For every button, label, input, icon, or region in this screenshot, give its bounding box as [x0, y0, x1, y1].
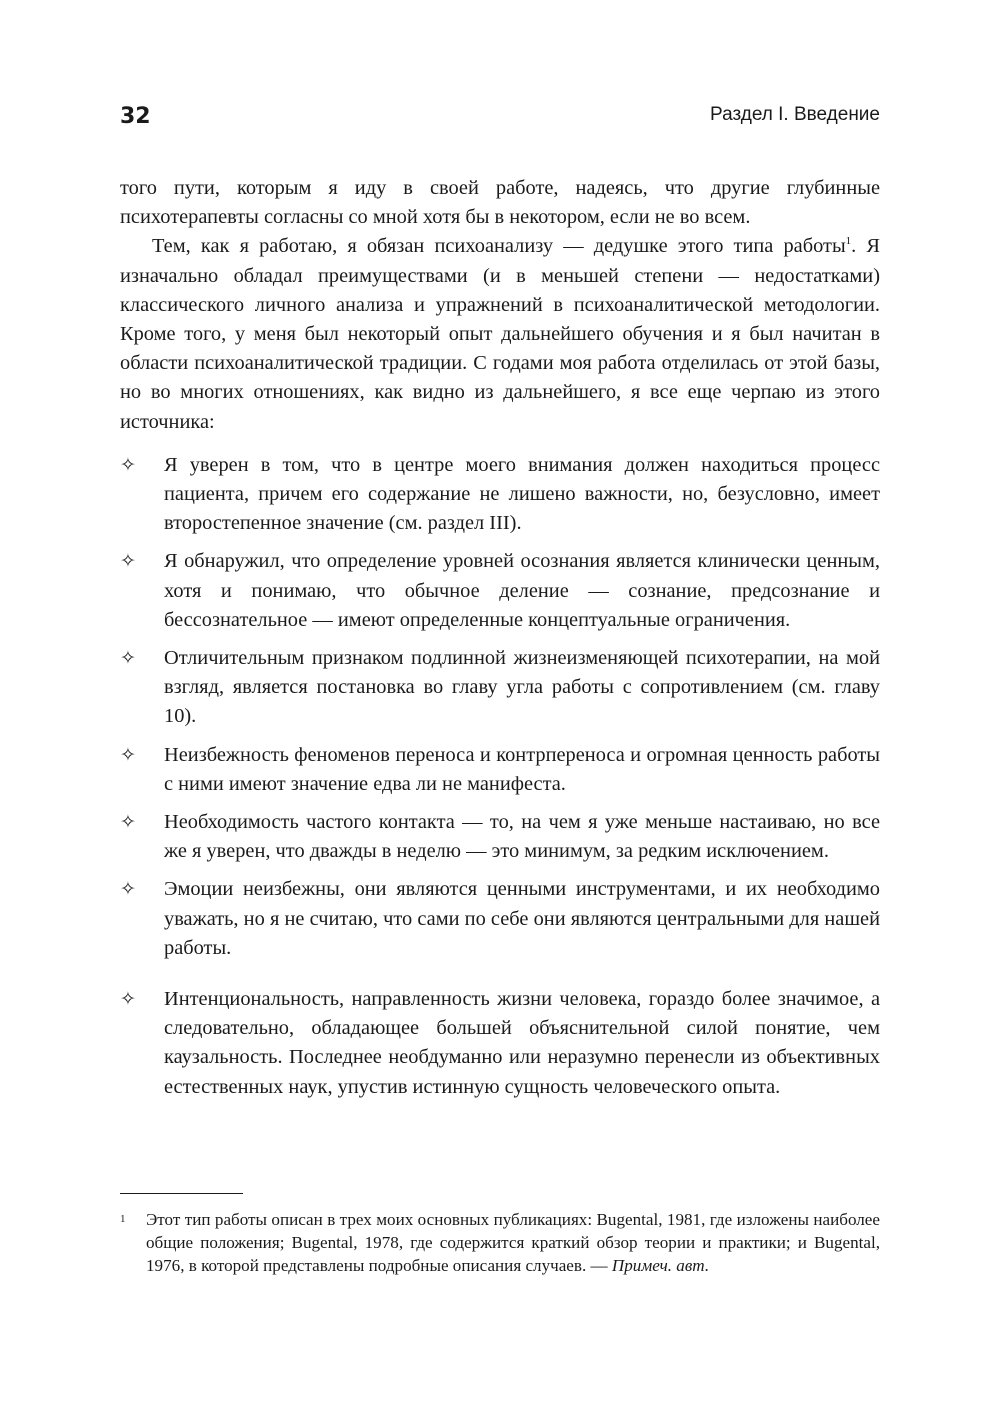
footnote-ref: 1	[845, 235, 852, 248]
paragraph	[120, 232, 880, 436]
running-head: Раздел I. Введение	[710, 104, 880, 125]
list-item-text: Эмоции неизбежны, они являются ценными инструментами, и их необходимо уважать, но я не считаю, что сами по себе они являются центральными для нашей работы.	[164, 878, 880, 959]
paragraph-text: Тем, как я работаю, я обязан психоанализу — дедушке этого типа работы	[152, 235, 846, 258]
list-item	[120, 875, 880, 963]
footnote-divider	[120, 1193, 243, 1194]
list-item-text: Необходимость частого контакта — то, на чем я уже меньше настаиваю, но все же я уверен, что дважды в неделю — это минимум, за редким исключением.	[164, 811, 880, 863]
bullet-list	[120, 451, 880, 1102]
list-item	[120, 451, 880, 539]
sparkle-bullet-icon: ✧	[120, 878, 136, 901]
paragraph-text: . Я изначально обладал преимуществами (и в меньшей степени — недостатками) классического личного анализа и упражнений в психоаналитической методологии. Кроме того, у меня был некоторый опыт дальнейшего обучения и я был начитан в области психоаналитической традиции. С годами моя работа отделилась от этой базы, но во многих отношениях, как видно из дальнейшего, я все еще черпаю из этого источника:	[120, 235, 881, 433]
sparkle-bullet-icon: ✧	[120, 743, 136, 766]
list-item	[120, 644, 880, 732]
sparkle-bullet-icon: ✧	[120, 647, 136, 670]
list-item	[120, 985, 880, 1102]
list-item	[120, 547, 880, 635]
list-item-text: Отличительным признаком подлинной жизнеизменяющей психотерапии, на мой взгляд, является постановка во главу угла работы с сопротивлением (см. главу 10).	[164, 647, 880, 728]
sparkle-bullet-icon: ✧	[120, 550, 136, 573]
list-item	[120, 741, 880, 799]
body-text	[120, 174, 880, 1111]
list-item-text: Я уверен в том, что в центре моего внимания должен находиться процесс пациента, причем его содержание не лишено важности, но, безусловно, имеет второстепенное значение (см. раздел III).	[164, 453, 880, 535]
list-item-text: Я обнаружил, что определение уровней осознания является клинически ценным, хотя и понимаю, что обычное деление — сознание, предсознание и бессознательное — имеют определенные концептуальные ограничения.	[164, 550, 880, 631]
footnote-note: Примеч. авт.	[611, 1256, 710, 1276]
list-item-text: Неизбежность феноменов переноса и контрпереноса и огромная ценность работы с ними имеют значение едва ли не манифеста.	[164, 743, 880, 795]
sparkle-bullet-icon: ✧	[120, 811, 136, 834]
footnote-body	[120, 1208, 880, 1278]
list-item	[120, 808, 880, 866]
footnote-text: Этот тип работы описан в трех моих основных публикациях: Bugental, 1981, где изложены наиболее общие положения; Bugental, 1978, где содержится краткий обзор теории и практики; и Bugental, 1976, в которой представлены подробные описания случаев. —	[146, 1210, 880, 1276]
page-number: 32	[120, 104, 151, 129]
sparkle-bullet-icon: ✧	[120, 988, 136, 1011]
footnote-number: 1	[120, 1213, 126, 1225]
footnote	[120, 1208, 880, 1278]
sparkle-bullet-icon: ✧	[120, 453, 136, 476]
list-item-text: Интенциональность, направленность жизни человека, гораздо более значимое, а следовательно, обладающее большей объяснительной силой понятие, чем каузальность. Последнее необдуманно или неразумно перенесли из объективных естественных наук, упустив истинную сущность человеческого опыта.	[164, 988, 880, 1098]
paragraph: того пути, которым я иду в своей работе, надеясь, что другие глубинные психотерапевты согласны со мной хотя бы в некотором, если не во всем.	[120, 177, 880, 229]
